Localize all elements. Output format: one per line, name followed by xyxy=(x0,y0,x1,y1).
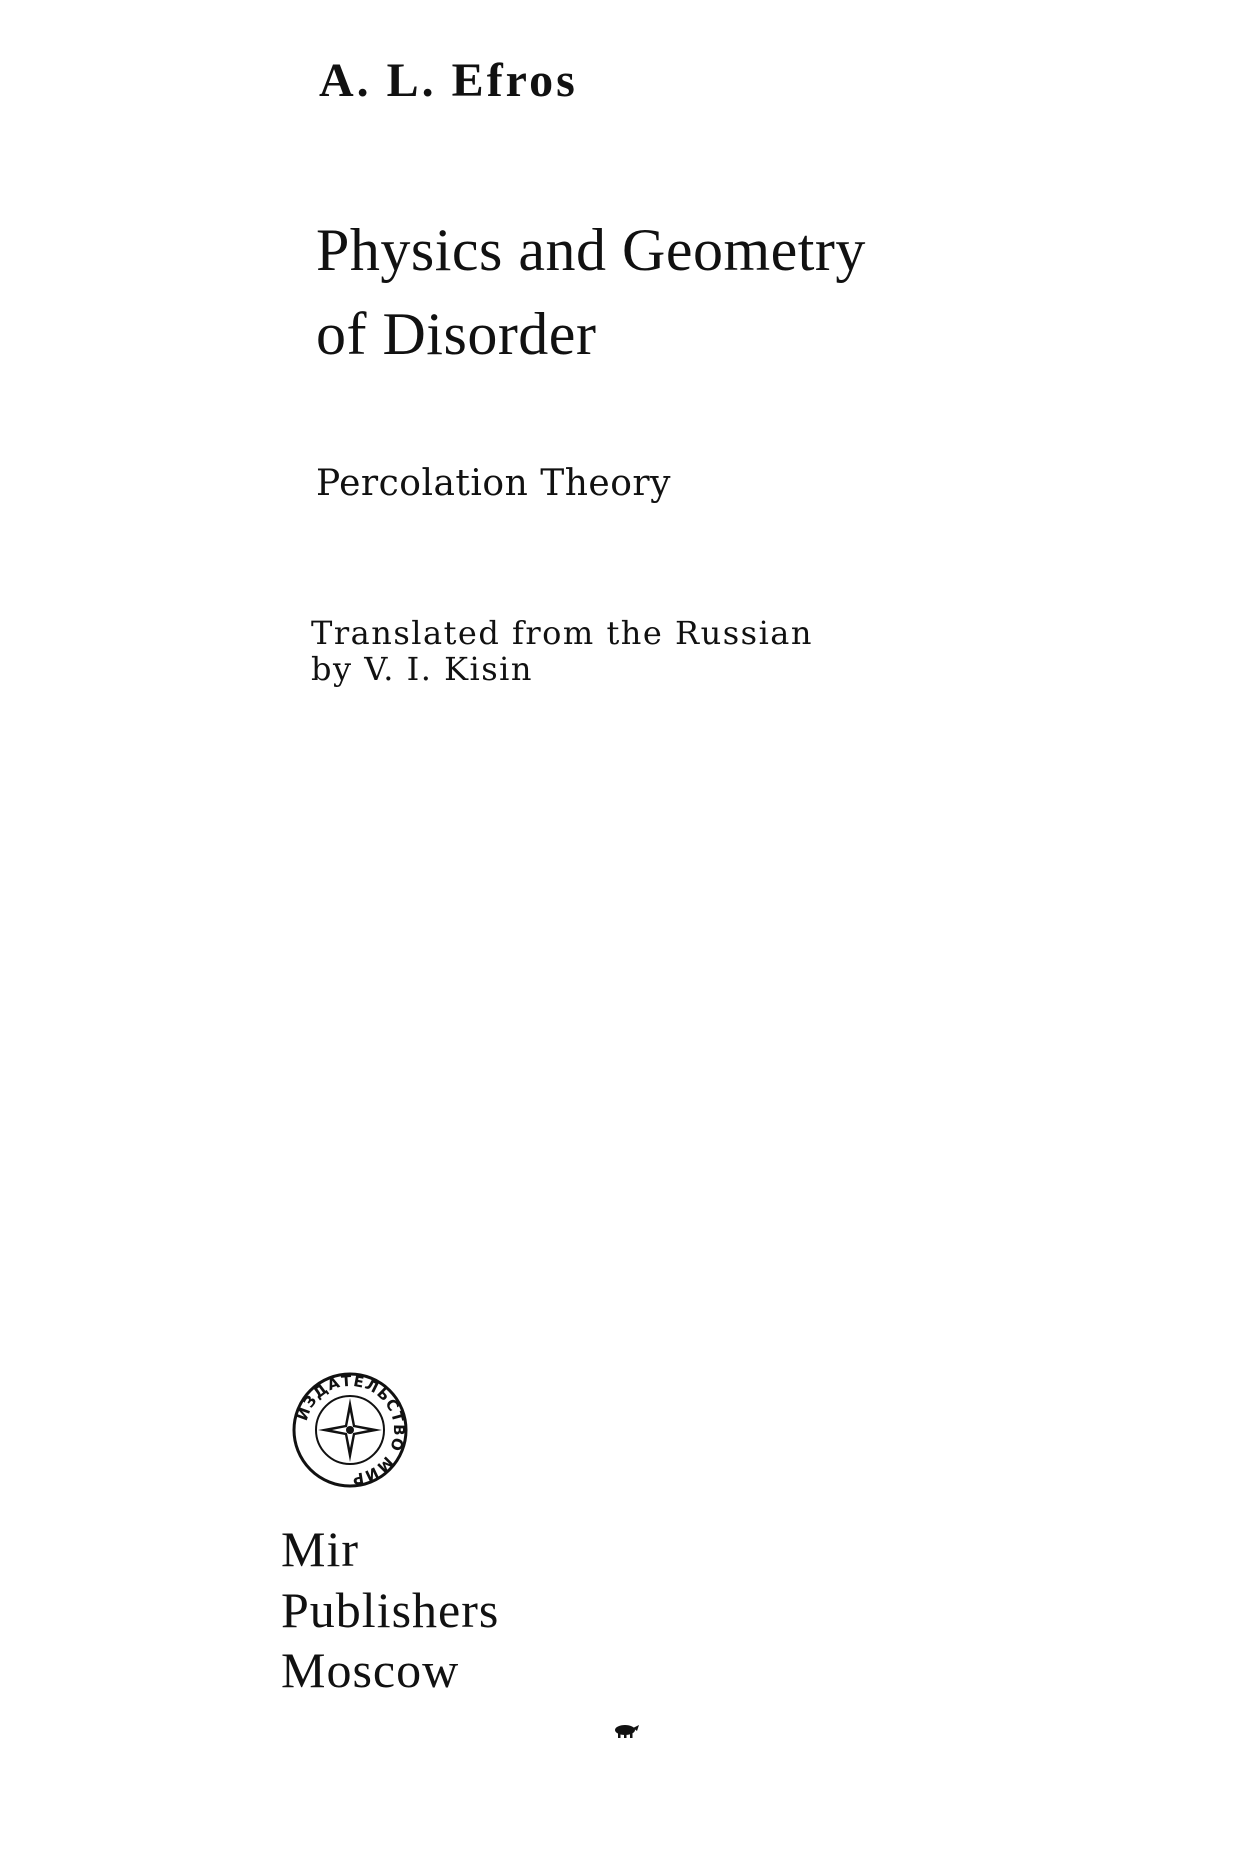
translation-credit-line-2: by V. I. Kisin xyxy=(311,650,533,688)
printer-mark-icon xyxy=(612,1722,640,1740)
publisher-name-line-1: Mir xyxy=(281,1521,359,1577)
publisher-city: Moscow xyxy=(281,1642,460,1698)
mir-publishers-emblem-icon xyxy=(290,1370,410,1490)
book-title-line-1: Physics and Geometry xyxy=(316,217,866,283)
author-name: A. L. Efros xyxy=(319,54,578,107)
publisher-name-line-2: Publishers xyxy=(281,1582,500,1638)
emblem-inscription: ИЗДАТЕЛЬСТВО МИР xyxy=(293,1371,409,1489)
book-title-line-2: of Disorder xyxy=(316,301,597,367)
translation-credit-line-1: Translated from the Russian xyxy=(311,614,813,652)
book-subtitle: Percolation Theory xyxy=(316,463,671,504)
